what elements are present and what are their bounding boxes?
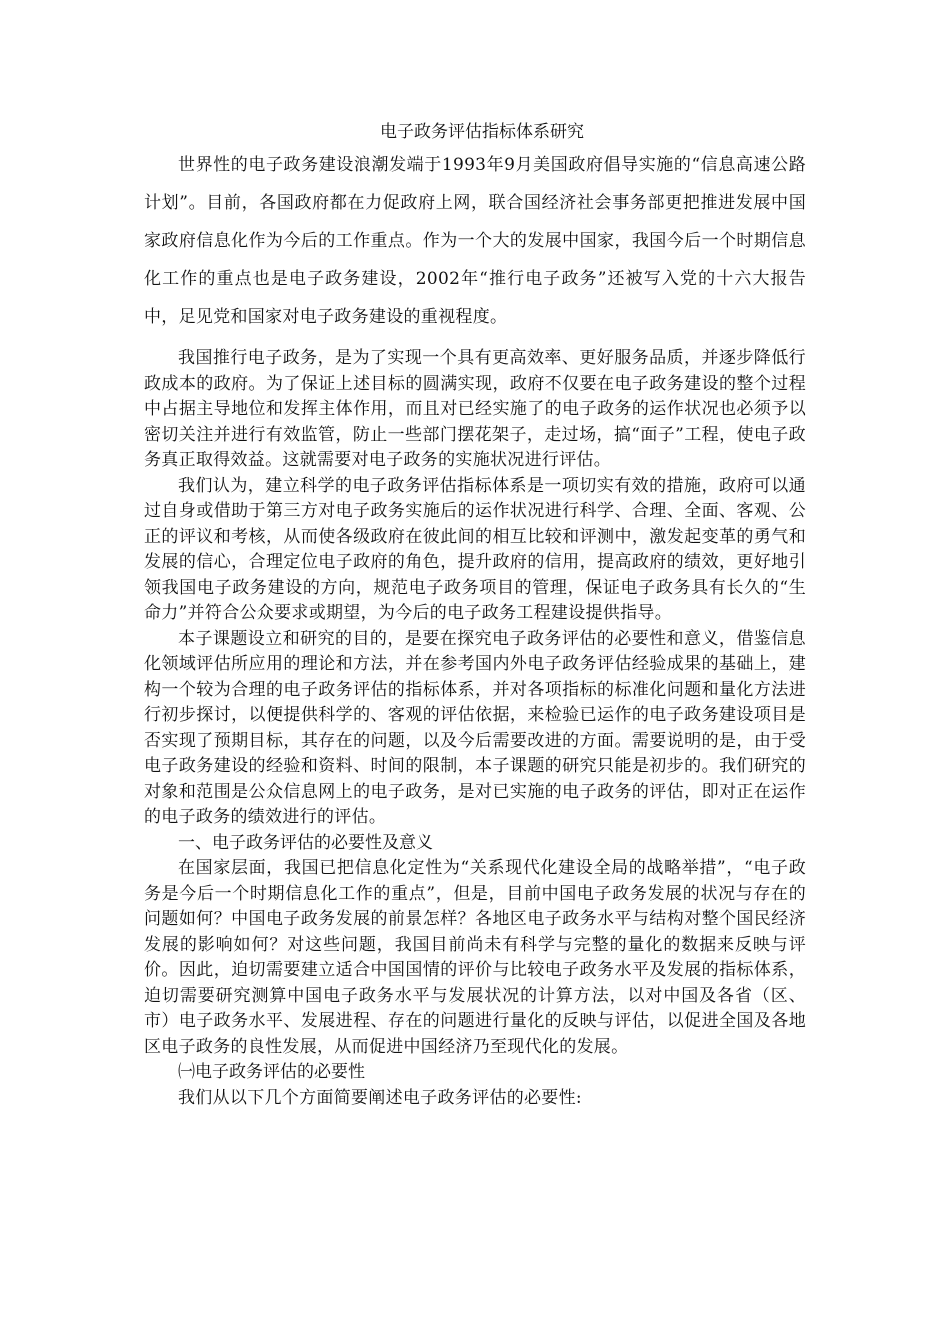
subsection-heading-1: ㈠电子政务评估的必要性 xyxy=(178,1062,365,1082)
document-page xyxy=(144,118,806,1111)
document-title: 电子政务评估指标体系研究 xyxy=(380,122,584,142)
paragraph-intro: 世界性的电子政务建设浪潮发端于1993年9月美国政府倡导实施的“信息高速公路计划”。目前，各国政府都在力促政府上网，联合国经济社会事务部更把推进发展中国家政府信息化作为今后的工作重点。作为一个大的发展中国家，我国今后一个时期信息化工作的重点也是电子政务建设，2002年“推行电子政务”还被写入党的十六大报告中，足见党和国家对电子政务建设的重视程度。 xyxy=(144,155,806,327)
paragraph-purpose: 我国推行电子政务，是为了实现一个具有更高效率、更好服务品质，并逐步降低行政成本的政府。为了保证上述目标的圆满实现，政府不仅要在电子政务建设的整个过程中占据主导地位和发挥主体作用，而且对已经实施了的电子政务的运作状况也必须予以密切关注并进行有效监管，防止一些部门摆花架子，走过场，搞“面子”工程，使电子政务真正取得效益。这就需要对电子政务的实施状况进行评估。 xyxy=(144,348,806,470)
section-heading-1: 一、电子政务评估的必要性及意义 xyxy=(178,832,433,853)
paragraph-opinion: 我们认为，建立科学的电子政务评估指标体系是一项切实有效的措施，政府可以通过自身或借助于第三方对电子政务实施后的运作状况进行科学、合理、全面、客观、公正的评议和考核，从而使各级政府在彼此间的相互比较和评测中，激发起变革的勇气和发展的信心，合理定位电子政府的角色，提升政府的信用，提高政府的绩效，更好地引领我国电子政务建设的方向，规范电子政务项目的管理，保证电子政务具有长久的“生命力”并符合公众要求或期望，为今后的电子政务工程建设提供指导。 xyxy=(144,475,806,623)
paragraph-objective: 本子课题设立和研究的目的，是要在探究电子政务评估的必要性和意义，借鉴信息化领域评估所应用的理论和方法，并在参考国内外电子政务评估经验成果的基础上，建构一个较为合理的电子政务评估的指标体系，并对各项指标的标准化问题和量化方法进行初步探讨，以便提供科学的、客观的评估依据，来检验已运作的电子政务建设项目是否实现了预期目标，其存在的问题，以及今后需要改进的方面。需要说明的是，由于受电子政务建设的经验和资料、时间的限制，本子课题的研究只能是初步的。我们研究的对象和范围是公众信息网上的电子政务，是对已实施的电子政务的评估，即对正在运作的电子政务的绩效进行的评估。 xyxy=(144,628,806,827)
paragraph-national-level: 在国家层面，我国已把信息化定性为“关系现代化建设全局的战略举措”，“电子政务是今后一个时期信息化工作的重点”，但是，目前中国电子政务发展的状况与存在的问题如何？中国电子政务发展的前景怎样？各地区电子政务水平与结构对整个国民经济发展的影响如何？对这些问题，我国目前尚未有科学与完整的量化的数据来反映与评价。因此，迫切需要建立适合中国国情的评价与比较电子政务水平及发展的指标体系，迫切需要研究测算中国电子政务水平与发展状况的计算方法，以对中国及各省（区、市）电子政务水平、发展进程、存在的问题进行量化的反映与评估，以促进全国及各地区电子政务的良性发展，从而促进中国经济乃至现代化的发展。 xyxy=(144,858,806,1057)
paragraph-necessity-intro: 我们从以下几个方面简要阐述电子政务评估的必要性: xyxy=(178,1087,582,1108)
